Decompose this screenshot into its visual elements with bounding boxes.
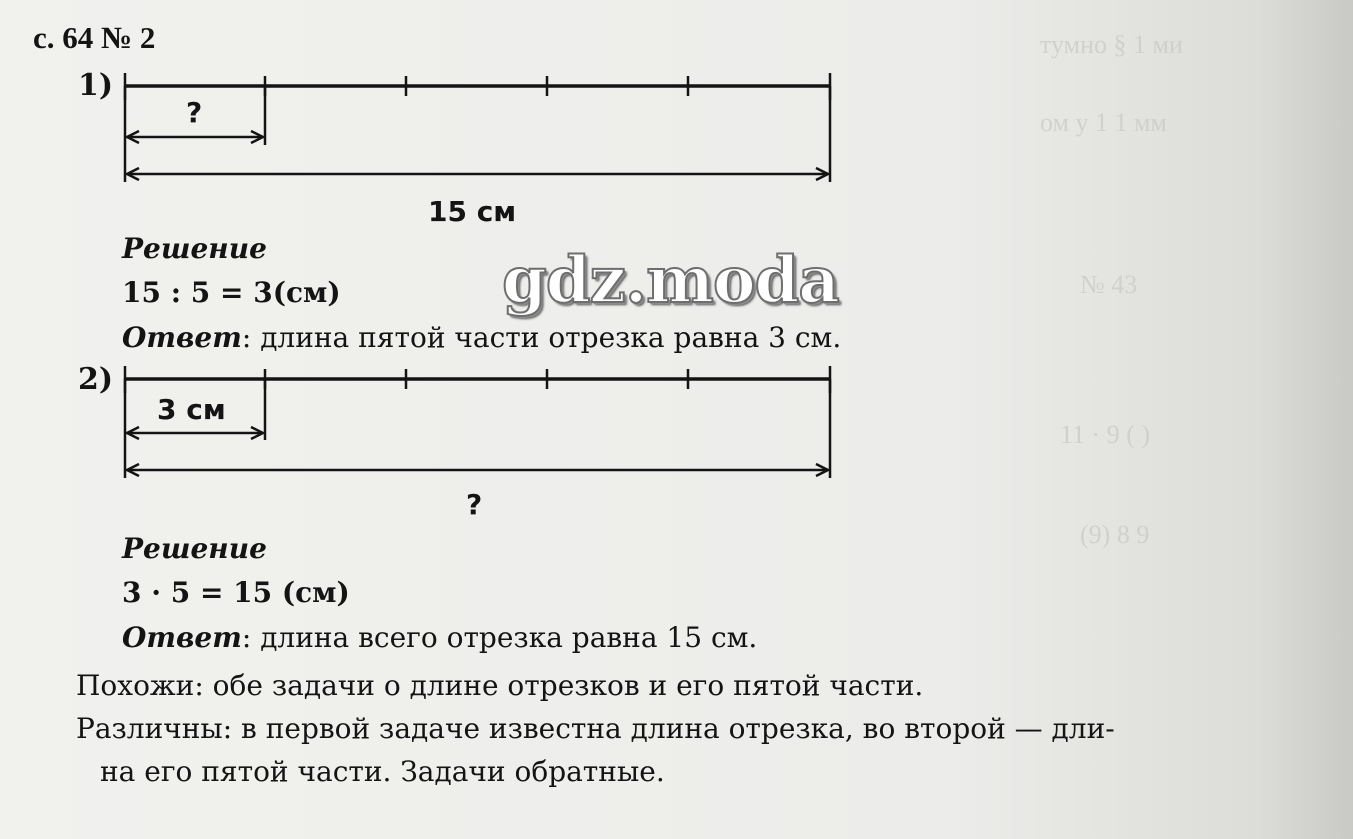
bleed-through-text: (9) 8 9 bbox=[1080, 520, 1150, 549]
page-reference: с. 64 № 2 bbox=[33, 20, 156, 55]
similarity-statement: Похожи: обе задачи о длине отрезков и его пятой части. bbox=[76, 669, 924, 702]
part-1-solution-heading: Решение bbox=[122, 232, 267, 265]
part-2-segment-label: 3 см bbox=[157, 393, 226, 426]
part-1-segment-label: ? bbox=[186, 96, 203, 129]
answer-label: Ответ bbox=[122, 321, 242, 354]
difference-statement-line-2: на его пятой части. Задачи обратные. bbox=[100, 755, 665, 788]
part-2-total-label: ? bbox=[466, 488, 483, 521]
part-1-total-label: 15 см bbox=[428, 195, 517, 228]
part-2-solution-heading: Решение bbox=[122, 532, 267, 565]
part-2-answer bbox=[122, 621, 757, 654]
part-1-number: 1) bbox=[78, 68, 114, 103]
part-1-equation: 15 : 5 = 3(см) bbox=[122, 276, 341, 309]
answer-label: Ответ bbox=[122, 621, 242, 654]
part-2-number: 2) bbox=[78, 362, 114, 397]
bleed-through-text: тумно § 1 ми bbox=[1040, 30, 1183, 59]
bleed-through-text: ом у 1 1 мм bbox=[1040, 108, 1167, 137]
answer-text: : длина всего отрезка равна 15 см. bbox=[241, 621, 758, 654]
difference-statement-line-1: Различны: в первой задаче известна длина отрезка, во второй — дли- bbox=[76, 712, 1115, 745]
site-watermark: gdz.moda bbox=[502, 243, 839, 318]
bleed-through-text: № 43 bbox=[1080, 270, 1138, 299]
answer-text: : длина пятой части отрезка равна 3 см. bbox=[241, 321, 842, 354]
part-2-equation: 3 · 5 = 15 (см) bbox=[122, 576, 350, 609]
bleed-through-text: 11 · 9 ( ) bbox=[1060, 420, 1151, 449]
